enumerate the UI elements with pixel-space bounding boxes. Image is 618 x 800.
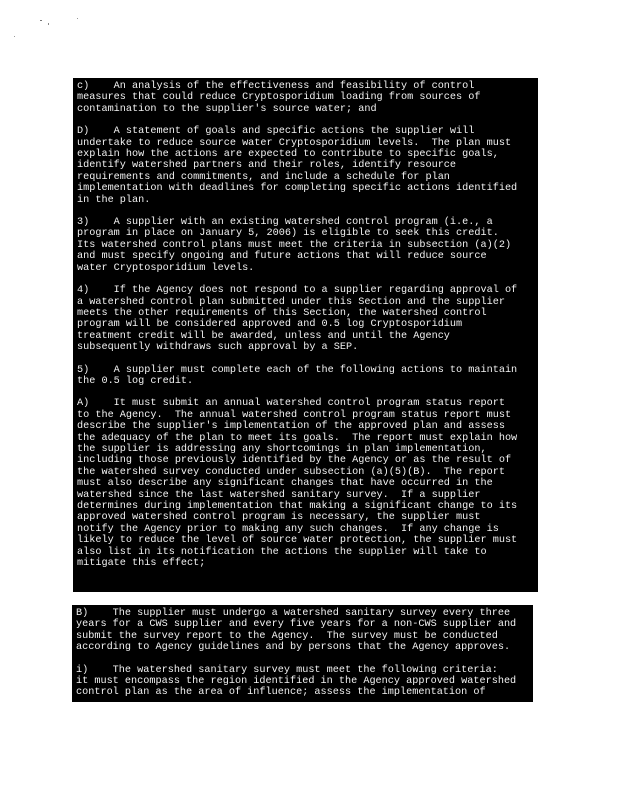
- text-line: watershed since the last watershed sanitary survey. If a supplier: [77, 489, 481, 501]
- text-line: a watershed control plan submitted under this Section and the supplier: [77, 296, 505, 308]
- text-line: implementation with deadlines for completing specific actions identified: [77, 183, 518, 195]
- scan-specks: [0, 0, 618, 60]
- text-line: mitigate this effect;: [77, 558, 206, 570]
- text-line: the 0.5 log credit.: [77, 375, 194, 387]
- text-line: measures that could reduce Cryptosporidium loading from sources of: [77, 92, 481, 104]
- text-line: submit the survey report to the Agency. The survey must be conducted: [76, 630, 498, 642]
- paragraph-d: [77, 126, 534, 206]
- text-line: c) An analysis of the effectiveness and feasibility of control: [77, 81, 475, 92]
- text-line: and must specify ongoing and future actions that will reduce source: [77, 251, 487, 263]
- scan-speck: [14, 36, 15, 37]
- scan-speck: [48, 23, 49, 25]
- text-line: years for a CWS supplier and every five years for a non-CWS supplier and: [76, 619, 517, 631]
- paragraph-a: [77, 398, 534, 569]
- scan-speck: [77, 18, 78, 19]
- text-line: contamination to the supplier's source water; and: [77, 103, 377, 115]
- text-line: 5) A supplier must complete each of the following actions to maintain: [77, 364, 518, 376]
- document-text-block-1: [73, 78, 538, 592]
- paragraph-4: [77, 285, 534, 353]
- text-line: explain how the actions are expected to contribute to specific goals,: [77, 149, 499, 161]
- text-line: D) A statement of goals and specific actions the supplier will: [77, 126, 475, 138]
- text-line: according to Agency guidelines and by persons that the Agency approves.: [76, 642, 511, 654]
- text-line: the adequacy of the plan to meet its goals. The report must explain how: [77, 432, 518, 444]
- scan-speck: [40, 20, 42, 21]
- text-line: 4) If the Agency does not respond to a supplier regarding approval of: [77, 285, 518, 297]
- text-line: control plan as the area of influence; assess the implementation of: [76, 687, 486, 699]
- text-line: undertake to reduce source water Cryptosporidium levels. The plan must: [77, 137, 512, 149]
- paragraph-5: [77, 365, 534, 388]
- text-line: the watershed survey conducted under subsection (a)(5)(B). The report: [77, 466, 505, 478]
- text-line: Its watershed control plans must meet the criteria in subsection (a)(2): [77, 239, 512, 251]
- document-text-block-2: [72, 605, 533, 702]
- text-line: the supplier is addressing any shortcomings in plan implementation,: [77, 443, 487, 455]
- text-line: it must encompass the region identified in the Agency approved watershed: [76, 676, 517, 688]
- text-line: also list in its notification the actions the supplier will take to: [77, 546, 487, 558]
- text-line: determines during implementation that making a significant change to its: [77, 501, 518, 512]
- text-line: including those previously identified by the Agency or as the result of: [77, 455, 512, 467]
- paragraph-c: [77, 81, 534, 115]
- text-line: requirements and commitments, and include a schedule for plan: [77, 171, 450, 183]
- text-line: must also describe any significant changes that have occurred in the: [77, 478, 493, 490]
- paragraph-i: [76, 665, 529, 699]
- text-line: in the plan.: [77, 194, 151, 206]
- text-line: describe the supplier's implementation of the approved plan and assess: [77, 421, 505, 433]
- text-line: to the Agency. The annual watershed control program status report must: [77, 409, 512, 421]
- text-line: likely to reduce the level of source water protection, the supplier must: [77, 535, 518, 547]
- text-line: program will be considered approved and 0.5 log Cryptosporidium: [77, 319, 463, 331]
- text-line: B) The supplier must undergo a watershed sanitary survey every three: [76, 608, 511, 619]
- text-line: approved watershed control program is necessary, the supplier must: [77, 512, 481, 524]
- text-line: subsequently withdraws such approval by a SEP.: [77, 342, 359, 354]
- text-line: program in place on January 5, 2006) is eligible to seek this credit.: [77, 228, 499, 240]
- text-line: water Cryptosporidium levels.: [77, 262, 255, 274]
- paragraph-3: [77, 217, 534, 274]
- text-line: A) It must submit an annual watershed control program status report: [77, 398, 505, 410]
- text-line: i) The watershed sanitary survey must meet the following criteria:: [76, 664, 498, 676]
- text-line: notify the Agency prior to making any such changes. If any change is: [77, 523, 499, 535]
- text-line: identify watershed partners and their roles, identify resource: [77, 160, 457, 172]
- text-line: treatment credit will be awarded, unless and until the Agency: [77, 330, 450, 342]
- text-line: 3) A supplier with an existing watershed control program (i.e., a: [77, 217, 493, 229]
- text-line: meets the other requirements of this Section, the watershed control: [77, 307, 487, 319]
- paragraph-b: [76, 608, 529, 654]
